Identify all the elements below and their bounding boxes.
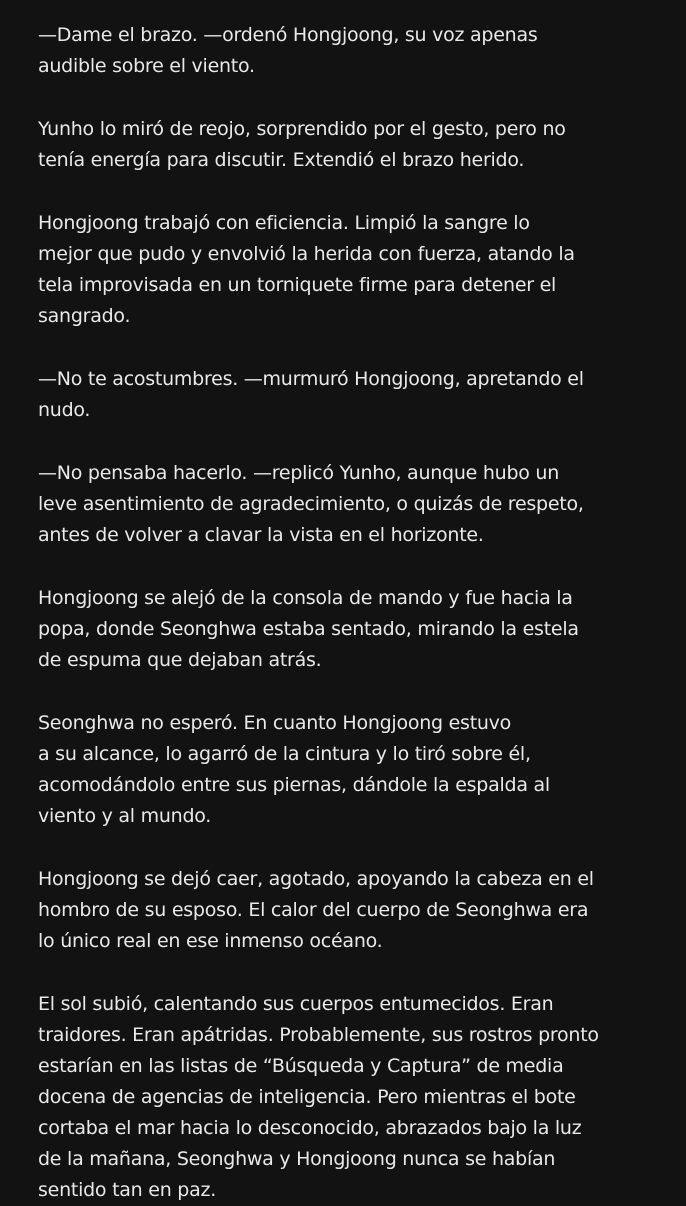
paragraph-line: nudo. [38,399,91,421]
story-paragraph [38,583,654,676]
story-paragraph [38,708,654,832]
paragraph-line: acomodándolo entre sus piernas, dándole la espalda al [38,774,550,796]
paragraph-line: lo único real en ese inmenso océano. [38,930,383,952]
paragraph-line: audible sobre el viento. [38,55,255,77]
paragraph-line: popa, donde Seonghwa estaba sentado, mirando la estela [38,618,579,640]
story-paragraph [38,364,654,426]
paragraph-line: docena de agencias de inteligencia. Pero mientras el bote [38,1086,576,1108]
paragraph-line: El sol subió, calentando sus cuerpos entumecidos. Eran [38,993,554,1015]
paragraph-line: tenía energía para discutir. Extendió el brazo herido. [38,149,525,171]
story-paragraph [38,114,654,176]
paragraph-line: de espuma que dejaban atrás. [38,649,322,671]
paragraph-line: Hongjoong se dejó caer, agotado, apoyando la cabeza en el [38,868,594,890]
paragraph-line: estarían en las listas de “Búsqueda y Captura” de media [38,1055,564,1077]
paragraph-line: tela improvisada en un torniquete firme para detener el [38,274,557,296]
story-paragraph [38,989,654,1206]
paragraph-line: Seonghwa no esperó. En cuanto Hongjoong estuvo [38,712,512,734]
paragraph-line: traidores. Eran apátridas. Probablemente, sus rostros pronto [38,1024,599,1046]
story-paragraph [38,864,654,957]
paragraph-line: Yunho lo miró de reojo, sorprendido por el gesto, pero no [38,118,566,140]
paragraph-line: leve asentimiento de agradecimiento, o quizás de respeto, [38,493,584,515]
paragraph-line: hombro de su esposo. El calor del cuerpo de Seonghwa era [38,899,589,921]
story-text [38,20,654,1206]
paragraph-line: sentido tan en paz. [38,1179,216,1201]
paragraph-line: a su alcance, lo agarró de la cintura y lo tiró sobre él, [38,743,531,765]
paragraph-line: mejor que pudo y envolvió la herida con fuerza, atando la [38,243,575,265]
story-paragraph [38,20,654,82]
paragraph-line: cortaba el mar hacia lo desconocido, abrazados bajo la luz [38,1117,582,1139]
story-paragraph [38,208,654,332]
paragraph-line: —Dame el brazo. —ordenó Hongjoong, su voz apenas [38,24,538,46]
paragraph-line: sangrado. [38,305,131,327]
paragraph-line: antes de volver a clavar la vista en el horizonte. [38,524,484,546]
story-paragraph [38,458,654,551]
paragraph-line: Hongjoong trabajó con eficiencia. Limpió la sangre lo [38,212,530,234]
paragraph-line: —No te acostumbres. —murmuró Hongjoong, apretando el [38,368,584,390]
paragraph-line: viento y al mundo. [38,805,212,827]
paragraph-line: —No pensaba hacerlo. —replicó Yunho, aunque hubo un [38,462,560,484]
paragraph-line: Hongjoong se alejó de la consola de mando y fue hacia la [38,587,573,609]
paragraph-line: de la mañana, Seonghwa y Hongjoong nunca se habían [38,1148,556,1170]
